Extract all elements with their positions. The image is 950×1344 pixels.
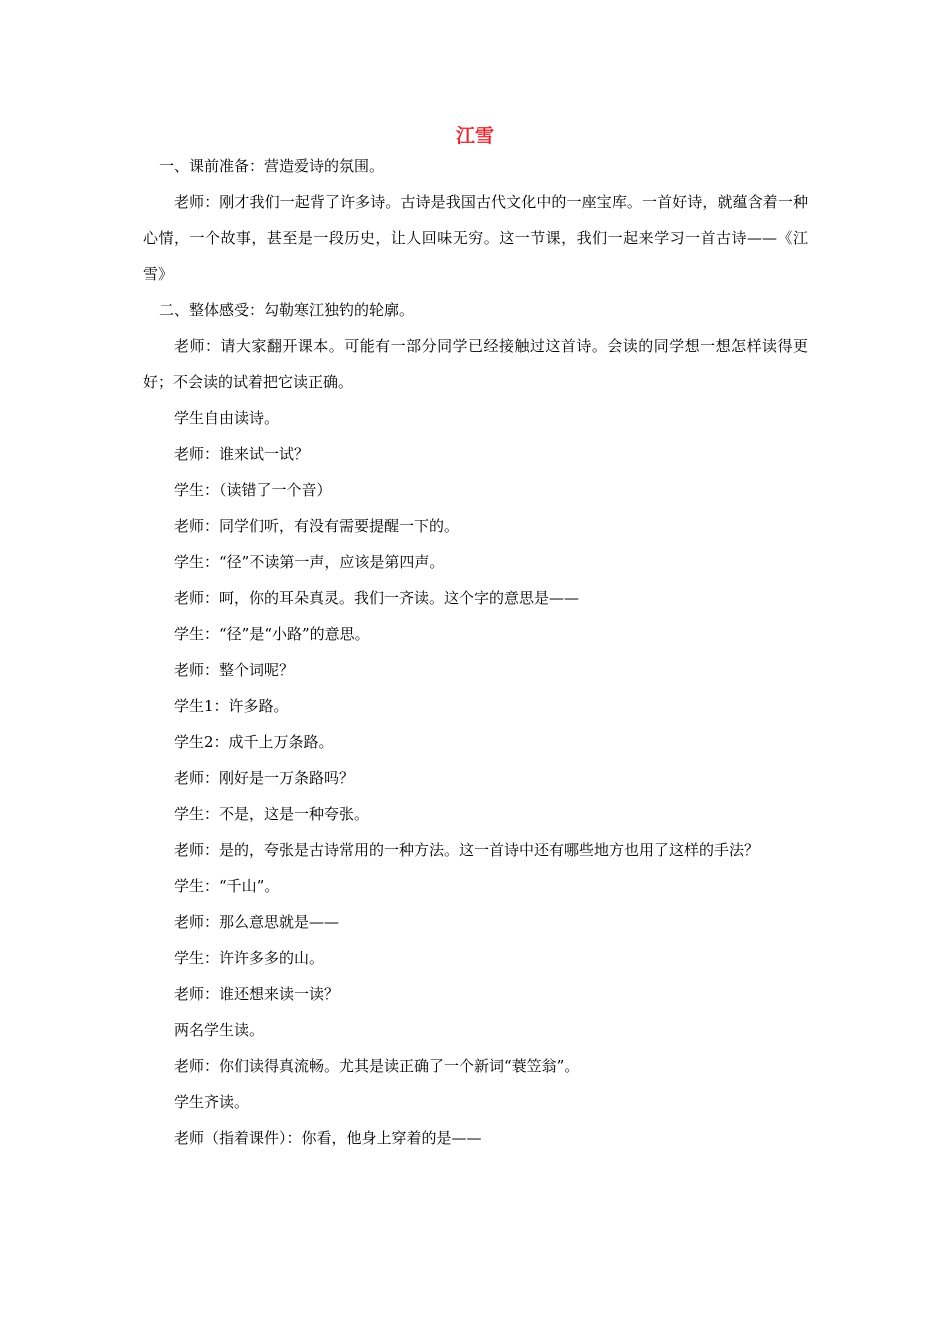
paragraph: 老师：同学们听，有没有需要提醒一下的。 xyxy=(174,517,460,535)
paragraph: 学生：“径”是“小路”的意思。 xyxy=(174,625,370,643)
paragraph: 两名学生读。 xyxy=(174,1021,265,1039)
paragraph: 学生：“径”不读第一声，应该是第四声。 xyxy=(174,553,445,571)
paragraph: 老师：刚才我们一起背了许多诗。古诗是我国古代文化中的一座宝库。一首好诗，就蕴含着一种心情，一个故事，甚至是一段历史，让人回味无穷。这一节课，我们一起来学习一首古诗——《江雪》 xyxy=(143,193,808,283)
section-heading: 一、课前准备：营造爱诗的氛围。 xyxy=(159,157,385,175)
paragraph: 学生齐读。 xyxy=(174,1093,250,1111)
paragraph: 学生自由读诗。 xyxy=(174,409,280,427)
paragraph: 老师：你们读得真流畅。尤其是读正确了一个新词“蓑笠翁”。 xyxy=(174,1057,580,1075)
paragraph: 老师：谁来试一试？ xyxy=(174,445,310,463)
paragraph: 学生2：成千上万条路。 xyxy=(174,733,334,751)
section-heading: 二、整体感受：勾勒寒江独钓的轮廓。 xyxy=(159,301,415,319)
paragraph: 老师：呵，你的耳朵真灵。我们一齐读。这个字的意思是—— xyxy=(174,589,580,607)
document-body xyxy=(143,148,808,1156)
paragraph: 学生：（读错了一个音） xyxy=(174,481,332,499)
paragraph: 老师（指着课件）：你看，他身上穿着的是—— xyxy=(174,1129,482,1147)
paragraph: 学生：许许多多的山。 xyxy=(174,949,325,967)
paragraph: 学生：不是，这是一种夸张。 xyxy=(174,805,370,823)
paragraph: 老师：谁还想来读一读？ xyxy=(174,985,340,1003)
paragraph: 学生：“千山”。 xyxy=(174,877,280,895)
paragraph: 老师：整个词呢？ xyxy=(174,661,295,679)
paragraph: 老师：那么意思就是—— xyxy=(174,913,340,931)
paragraph: 学生1：许多路。 xyxy=(174,697,289,715)
page-title: 江雪 xyxy=(455,125,494,147)
paragraph: 老师：刚好是一万条路吗？ xyxy=(174,769,355,787)
paragraph: 老师：是的，夸张是古诗常用的一种方法。这一首诗中还有哪些地方也用了这样的手法？ xyxy=(174,841,760,859)
paragraph: 老师：请大家翻开课本。可能有一部分同学已经接触过这首诗。会读的同学想一想怎样读得更好；不会读的试着把它读正确。 xyxy=(143,337,808,391)
